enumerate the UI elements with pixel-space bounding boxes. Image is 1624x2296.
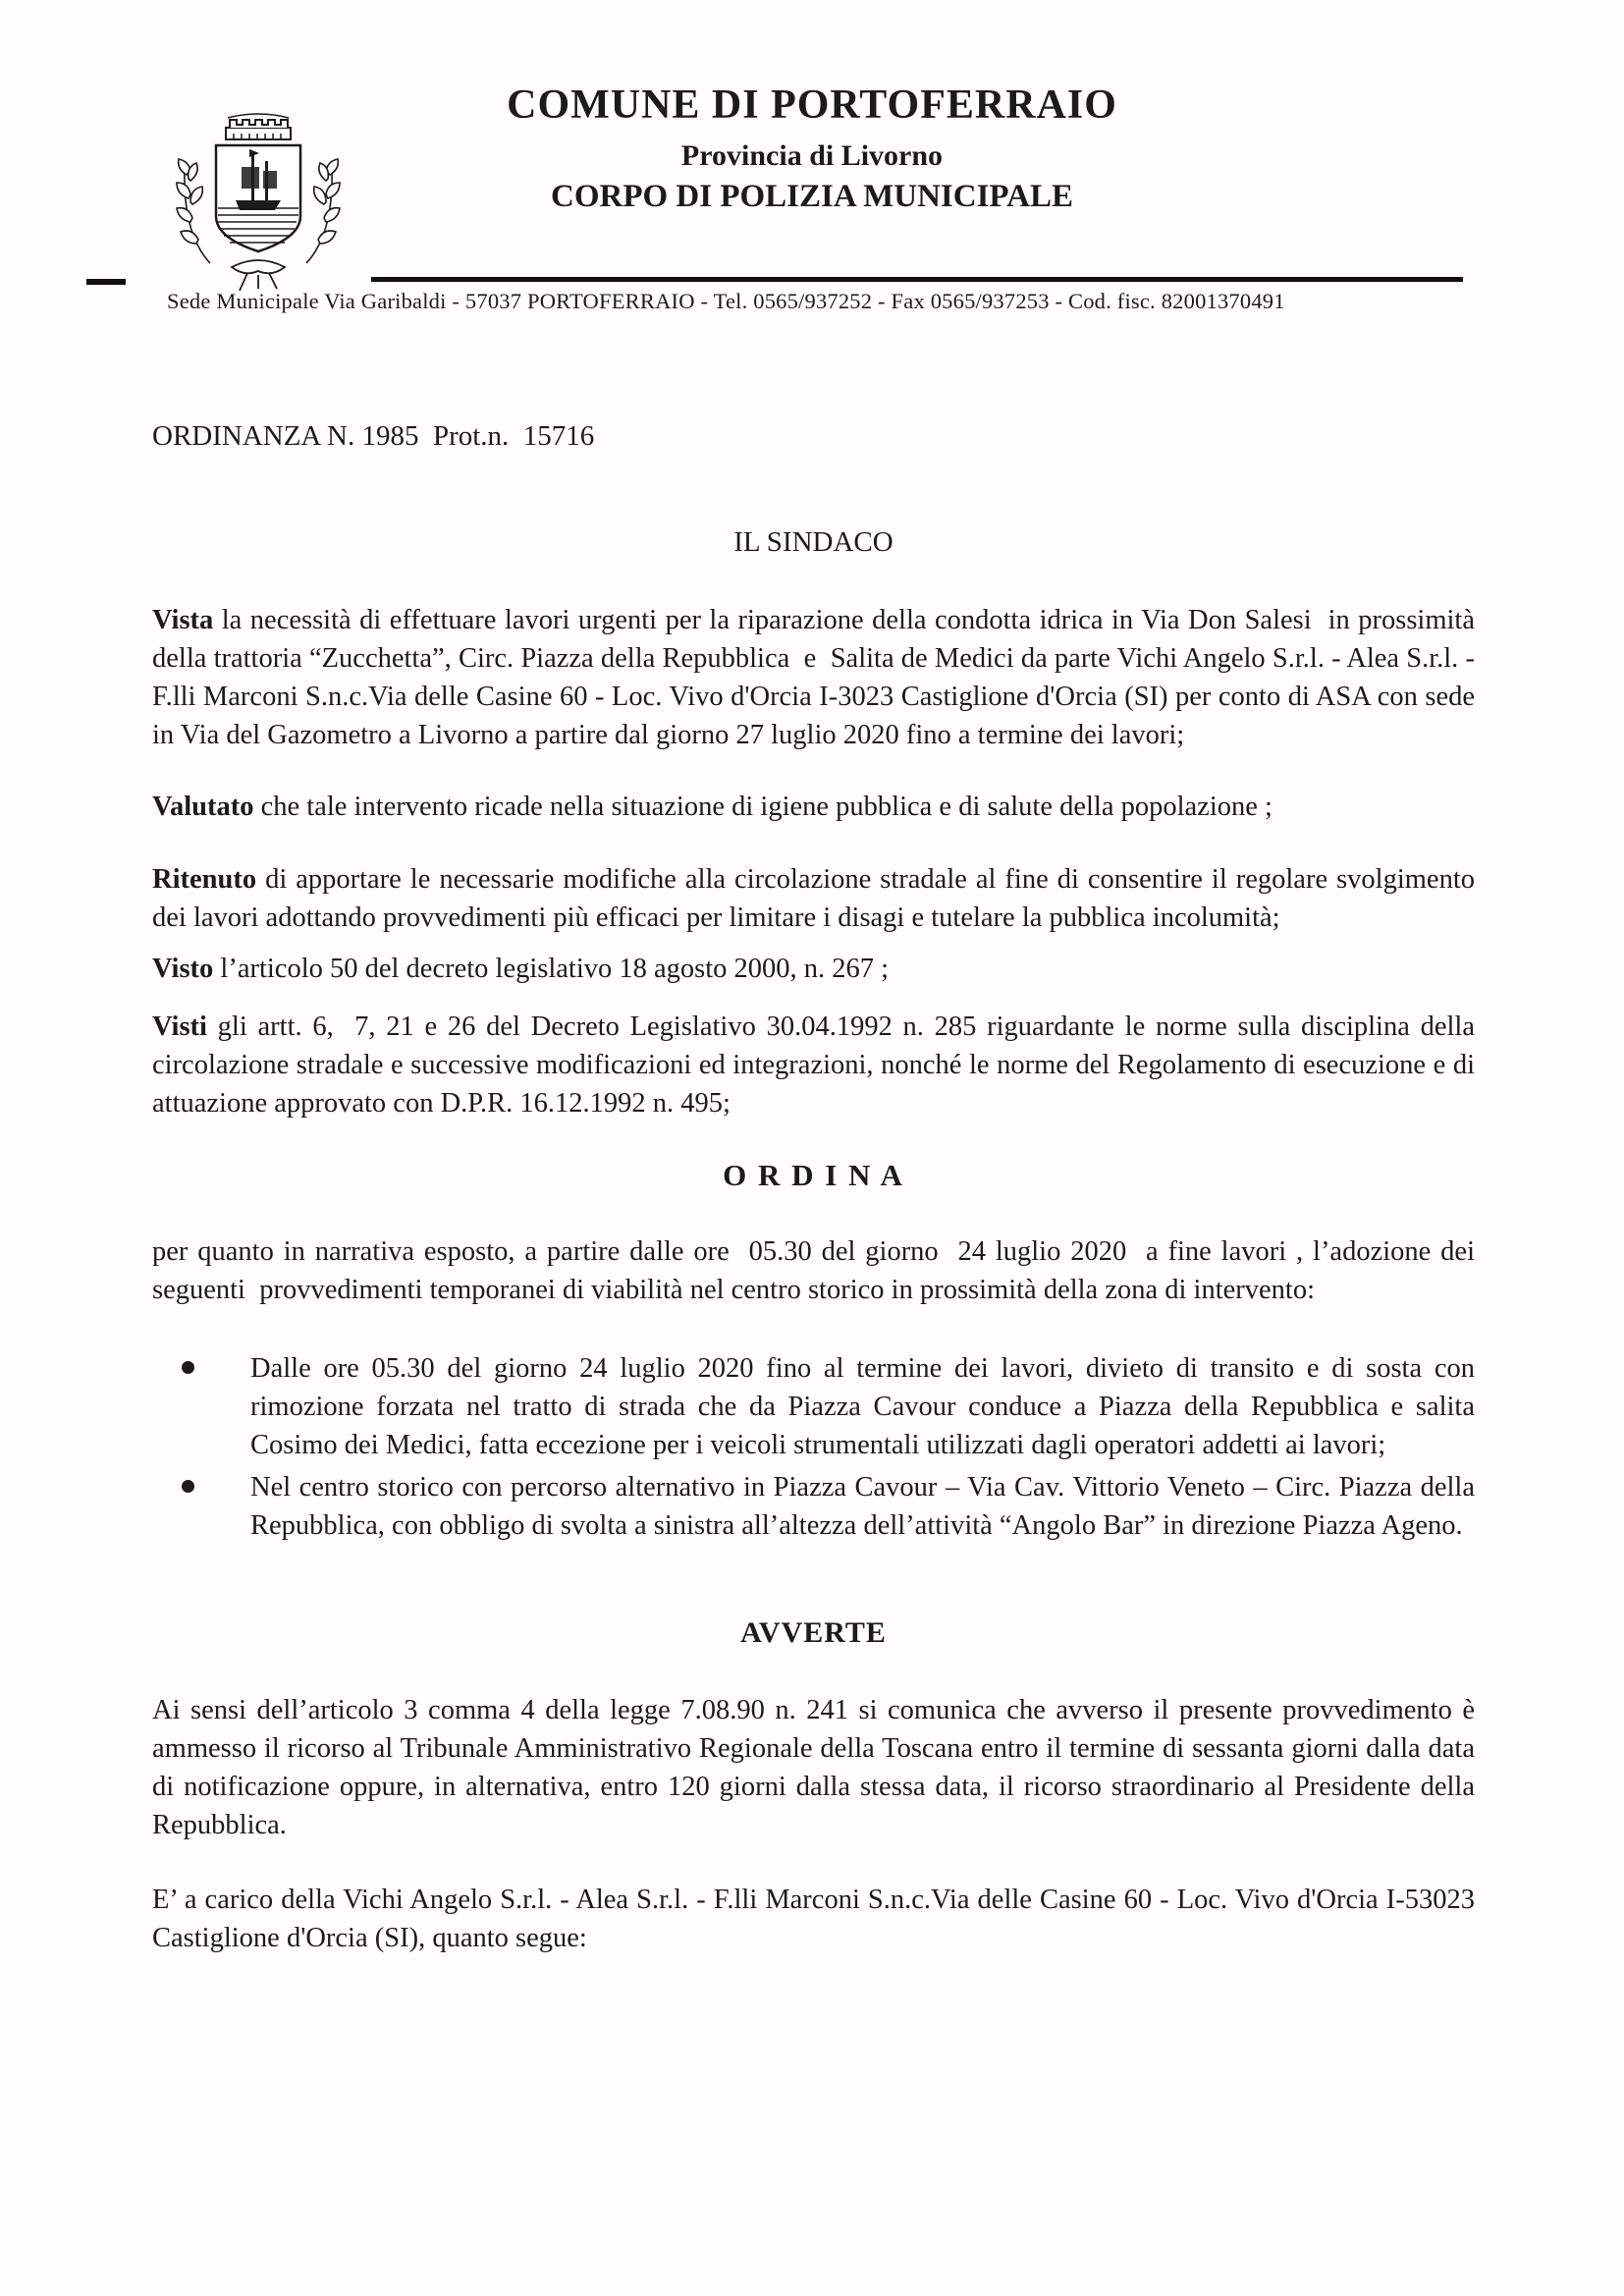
ordinance-number-line: ORDINANZA N. 1985 Prot.n. 15716 [152, 420, 595, 452]
paragraph-lead: Visti [152, 1011, 207, 1042]
paragraph-visto [152, 950, 1475, 988]
paragraph-vista [152, 601, 1483, 754]
paragraph-text: l’articolo 50 del decreto legislativo 18 agosto 2000, n. 267 ; [213, 954, 890, 984]
avverte-heading: AVVERTE [740, 1616, 887, 1649]
paragraph-text: gli artt. 6, 7, 21 e 26 del Decreto Legislativo 30.04.1992 n. 285 riguardante le norme sulla disciplina della circolazione stradale e successive modificazioni ed integrazioni, nonché le norme del Regolamento di esecuzione e di attuazione approvato con D.P.R. 16.12.1992 n. 495; [152, 1011, 1483, 1119]
ordina-intro-paragraph: per quanto in narrativa esposto, a partire dalle ore 05.30 del giorno 24 luglio 2020 a fine lavori , l’adozione dei seguenti provvedimenti temporanei di viabilità nel centro storico in prossimità della zona di intervento: [152, 1236, 1483, 1305]
paragraph-lead: Valutato [152, 792, 254, 822]
paragraph-ritenuto [152, 860, 1483, 937]
ordinance-body [152, 0, 1483, 1957]
paragraph-text: che tale intervento ricade nella situazione di igiene pubblica e di salute della popolazione ; [253, 792, 1272, 822]
bullet-icon [182, 1480, 194, 1493]
paragraph-lead: Ritenuto [152, 864, 257, 895]
paragraph-lead: Visto [152, 954, 214, 984]
paragraph-valutato [152, 788, 1475, 826]
paragraph-text: la necessità di effettuare lavori urgenti per la riparazione della condotta idrica in Via Don Salesi in prossimità della trattoria “Zucchetta”, Circ. Piazza della Repubblica e Salita de Medici da parte Vichi Angelo S.r.l. - Alea S.r.l. - F.lli Marconi S.n.c.Via delle Casine 60 - Loc. Vivo d'Orcia I-3023 Castiglione d'Orcia (SI) per conto di ASA con sede in Via del Gazometro a Livorno a partire dal giorno 27 luglio 2020 fino a termine dei lavori; [152, 605, 1483, 750]
ordina-heading: O R D I N A [723, 1158, 904, 1192]
municipality-name: COMUNE DI PORTOFERRAIO [507, 82, 1117, 128]
list-item-text: Nel centro storico con percorso alternativo in Piazza Cavour – Via Cav. Vittorio Veneto – Circ. Piazza della Repubblica, con obbligo di svolta a sinistra all’altezza dell’attività “Angolo Bar” in direzione Piazza Ageno. [250, 1472, 1483, 1541]
bullet-icon [182, 1361, 194, 1374]
margin-dash [86, 279, 126, 285]
paragraph-text: di apportare le necessarie modifiche alla circolazione stradale al fine di consentire il regolare svolgimento dei lavori adottando provvedimenti più efficaci per limitare i disagi e tutelare la pubblica incolumità; [152, 864, 1483, 933]
provisions-list [152, 1349, 1483, 1545]
final-paragraph: E’ a carico della Vichi Angelo S.r.l. - Alea S.r.l. - F.lli Marconi S.n.c.Via delle Casine 60 - Loc. Vivo d'Orcia I-53023 Castiglione d'Orcia (SI), quanto segue: [152, 1885, 1483, 1953]
list-item-text: Dalle ore 05.30 del giorno 24 luglio 2020 fino al termine dei lavori, divieto di transito e di sosta con rimozione forzata nel tratto di strada che da Piazza Cavour conduce a Piazza della Repubblica e salita Cosimo dei Medici, fatta eccezione per i veicoli strumentali utilizzati dagli operatori addetti ai lavori; [250, 1353, 1483, 1460]
list-item [250, 1349, 1483, 1464]
department-name: CORPO DI POLIZIA MUNICIPALE [550, 179, 1073, 215]
province-name: Provincia di Livorno [680, 139, 944, 173]
paragraph-lead: Vista [152, 605, 214, 635]
issuer-heading: IL SINDACO [733, 526, 893, 558]
list-item [250, 1468, 1483, 1545]
appeal-notice-paragraph: Ai sensi dell’articolo 3 comma 4 della legge 7.08.90 n. 241 si comunica che avverso il presente provvedimento è ammesso il ricorso al Tribunale Amministrativo Regionale della Toscana entro il termine di sessanta giorni dalla data di notificazione oppure, in alternativa, entro 120 giorni dalla stessa data, il ricorso straordinario al Presidente della Repubblica. [152, 1695, 1483, 1840]
address-line: Sede Municipale Via Garibaldi - 57037 PORTOFERRAIO - Tel. 0565/937252 - Fax 0565/937253 - Cod. fisc. 82001370491 [167, 289, 1285, 313]
paragraph-visti [152, 1008, 1483, 1122]
